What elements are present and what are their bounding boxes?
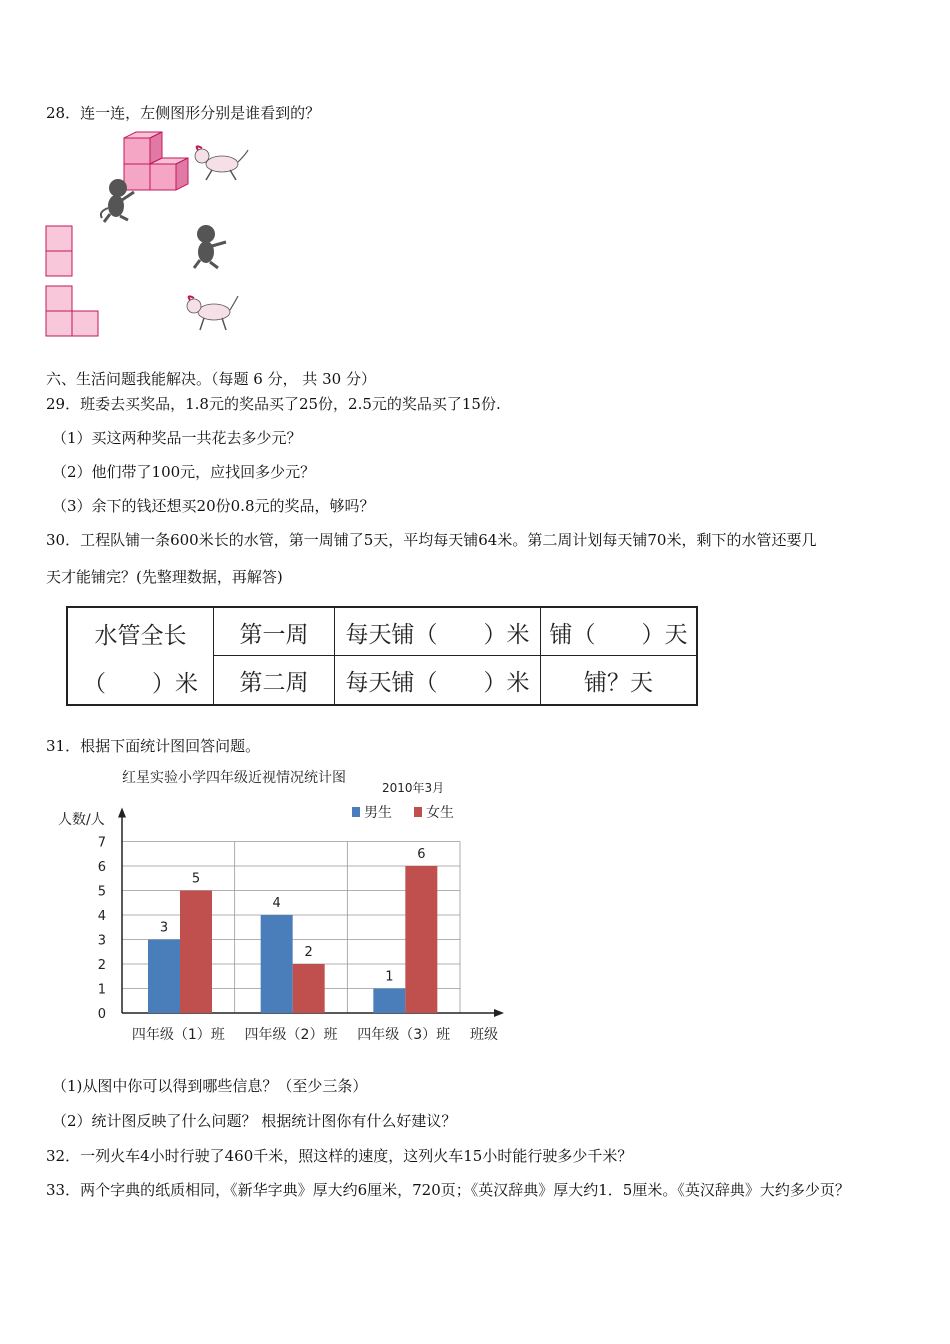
l-shape-squares-icon bbox=[46, 286, 98, 336]
x-axis-arrow bbox=[494, 1009, 504, 1017]
legend-swatch-girls bbox=[414, 807, 422, 817]
bar bbox=[180, 891, 212, 1014]
monkey-icon-2 bbox=[194, 225, 226, 268]
table-daily2: 每天铺（ ）米 bbox=[345, 670, 530, 696]
section-6-title: 六、生活问题我能解决。（每题 6 分， 共 30 分） bbox=[46, 370, 376, 388]
bar-value-label: 6 bbox=[417, 847, 426, 862]
bar bbox=[261, 915, 293, 1013]
table-daily1: 每天铺（ ）米 bbox=[345, 621, 530, 648]
q28-figures bbox=[40, 128, 260, 343]
dog-icon bbox=[195, 146, 248, 180]
two-squares-vertical-icon bbox=[46, 226, 72, 276]
q29-part-2: （2）他们带了100元，应找回多少元？ bbox=[52, 463, 316, 481]
table-total-label: 水管全长 bbox=[94, 622, 187, 649]
q31-part-2: （2）统计图反映了什么问题？ 根据统计图你有什么好建议？ bbox=[52, 1112, 457, 1130]
q33-text: 33．两个字典的纸质相同，《新华字典》厚大约6厘米，720页；《英汉辞典》厚大约1．5厘米。《英汉辞典》大约多少页？ bbox=[46, 1181, 850, 1199]
q29-part-3: （3）余下的钱还想买20份0.8元的奖品，够吗？ bbox=[52, 497, 375, 515]
q28-text: 28．连一连，左侧图形分别是谁看到的？ bbox=[46, 104, 321, 122]
table-total-blank: （ ）米 bbox=[83, 670, 198, 697]
y-tick-label: 7 bbox=[97, 835, 106, 851]
bar-value-label: 5 bbox=[191, 871, 201, 887]
q30-line-2: 天才能铺完？(先整理数据，再解答) bbox=[46, 568, 283, 586]
bar-value-label: 1 bbox=[385, 969, 394, 985]
y-tick-label: 3 bbox=[97, 933, 106, 949]
category-label: 四年级（1）班 bbox=[131, 1027, 225, 1043]
y-tick-label: 1 bbox=[97, 982, 106, 998]
bar bbox=[373, 989, 405, 1014]
q31-text: 31．根据下面统计图回答问题。 bbox=[46, 737, 261, 755]
y-tick-label: 5 bbox=[97, 884, 106, 900]
bar bbox=[293, 964, 325, 1013]
y-tick-label: 0 bbox=[97, 1007, 106, 1022]
q29-text: 29．班委去买奖品，1.8元的奖品买了25份，2.5元的奖品买了15份. bbox=[46, 395, 501, 413]
y-tick-label: 6 bbox=[97, 860, 106, 875]
q30-line-1: 30．工程队铺一条600米长的水管，第一周铺了5天，平均每天铺64米。第二周计划每天铺70米，剩下的水管还要几 bbox=[46, 531, 817, 549]
bar bbox=[148, 940, 180, 1014]
table-week1: 第一周 bbox=[239, 621, 309, 648]
y-axis-arrow bbox=[118, 808, 126, 818]
legend-label-girls: 女生 bbox=[426, 805, 454, 821]
category-label: 四年级（2）班 bbox=[244, 1027, 338, 1043]
table-week2: 第二周 bbox=[239, 670, 309, 696]
q29-part-1: （1）买这两种奖品一共花去多少元？ bbox=[52, 429, 302, 447]
q31-part-1: （1)从图中你可以得到哪些信息？（至少三条） bbox=[52, 1077, 368, 1095]
x-axis-label: 班级 bbox=[470, 1027, 498, 1043]
y-axis-label: 人数/人 bbox=[58, 812, 105, 828]
bar-value-label: 4 bbox=[272, 896, 281, 911]
y-tick-label: 2 bbox=[97, 958, 106, 973]
dog-icon-2 bbox=[187, 296, 238, 330]
bar-value-label: 3 bbox=[159, 920, 169, 936]
table-days1: 铺（ ）天 bbox=[549, 621, 688, 648]
myopia-bar-chart bbox=[52, 762, 512, 1052]
category-label: 四年级（3）班 bbox=[357, 1027, 451, 1043]
bar bbox=[405, 866, 437, 1013]
legend-label-boys: 男生 bbox=[364, 805, 392, 821]
chart-title: 红星实验小学四年级近视情况统计图 bbox=[122, 770, 346, 786]
table-days2: 铺？天 bbox=[584, 670, 653, 696]
chart-subtitle: 2010年3月 bbox=[382, 781, 445, 795]
y-tick-label: 4 bbox=[97, 909, 106, 924]
q32-text: 32．一列火车4小时行驶了460千米，照这样的速度，这列火车15小时能行驶多少千米？ bbox=[46, 1147, 633, 1165]
q30-data-table bbox=[66, 606, 698, 706]
bar-value-label: 2 bbox=[304, 945, 313, 960]
legend-swatch-boys bbox=[352, 807, 360, 817]
cube-stack-icon bbox=[124, 132, 188, 190]
